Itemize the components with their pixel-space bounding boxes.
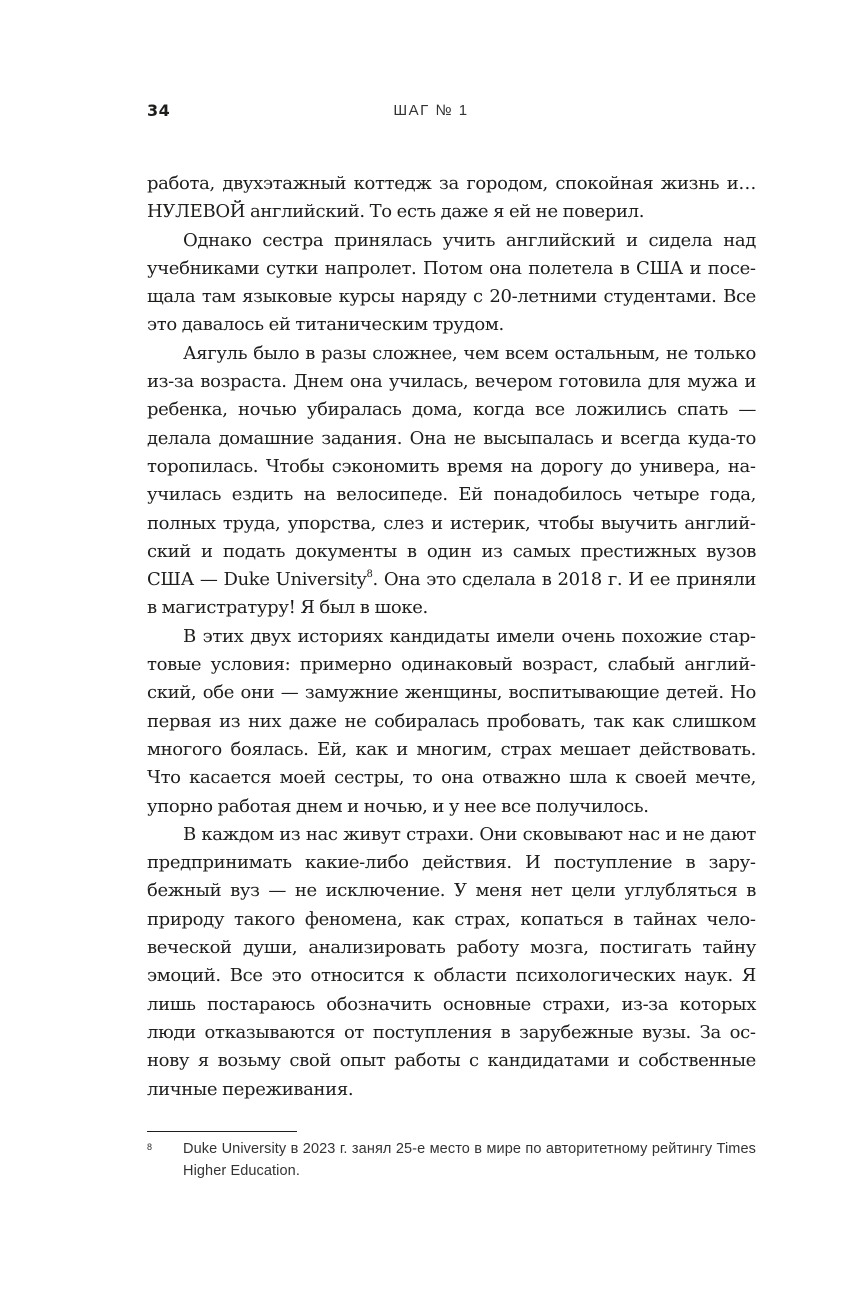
page-number: 34 (147, 101, 171, 120)
footnote-divider (147, 1131, 297, 1132)
footnote-reference: 8 (366, 569, 373, 581)
paragraph (147, 340, 756, 623)
footnote-text: Duke University в 2023 г. занял 25-е место в мире по авторитетному рейтингу Times Higher Education. (183, 1141, 756, 1179)
body-text (147, 170, 756, 1104)
footnote (147, 1139, 756, 1182)
paragraph: работа, двухэтажный коттедж за городом, спокойная жизнь и… НУЛЕВОЙ английский. То есть даже я ей не поверил. (147, 173, 756, 223)
paragraph: В этих двух историях кандидаты имели очень похожие стартовые условия: примерно одинаковый возраст, слабый английский, обе они — замужние женщины, воспитывающие детей. Но первая из них даже не собиралась пробовать, так как слишком многого боялась. Ей, как и многим, страх мешает действовать. Что касается моей сестры, то она отважно шла к своей мечте, упорно работая днем и ночью, и у нее все получилось. (147, 625, 756, 817)
running-head: ШАГ № 1 (393, 102, 469, 119)
paragraph-text: Аягуль было в разы сложнее, чем всем остальным, не только из-за возраста. Днем она училась, вечером готовила для мужа и ребенка, ночью убиралась дома, когда все ложились спать — делала домашние задания. Она не высыпалась и всегда куда-то торопилась. Чтобы сэкономить время на дорогу до универа, научилась ездить на велосипеде. Ей понадобилось четыре года, полных труда, упорства, слез и истерик, чтобы выучить английский и подать документы в один из самых престижных вузов США — Duke University (147, 342, 756, 591)
footnote-number: 8 (147, 1142, 153, 1152)
paragraph-text: . Она это сделала в 2018 г. И ее приняли в магистратуру! Я был в шоке. (147, 569, 757, 619)
paragraph: Однако сестра принялась учить английский и сидела над учебниками сутки напролет. Потом она полетела в США и посещала там языковые курсы наряду с 20-летними студентами. Все это давалось ей титаническим трудом. (147, 229, 756, 336)
paragraph: В каждом из нас живут страхи. Они сковывают нас и не дают предпринимать какие-либо действия. И поступление в зарубежный вуз — не исключение. У меня нет цели углубляться в природу такого феномена, как страх, копаться в тайнах человеческой души, анализировать работу мозга, постигать тайну эмоций. Все это относится к области психологических наук. Я лишь постараюсь обозначить основные страхи, из-за которых люди отказываются от поступления в зарубежные вузы. За основу я возьму свой опыт работы с кандидатами и собственные личные переживания. (147, 823, 756, 1100)
